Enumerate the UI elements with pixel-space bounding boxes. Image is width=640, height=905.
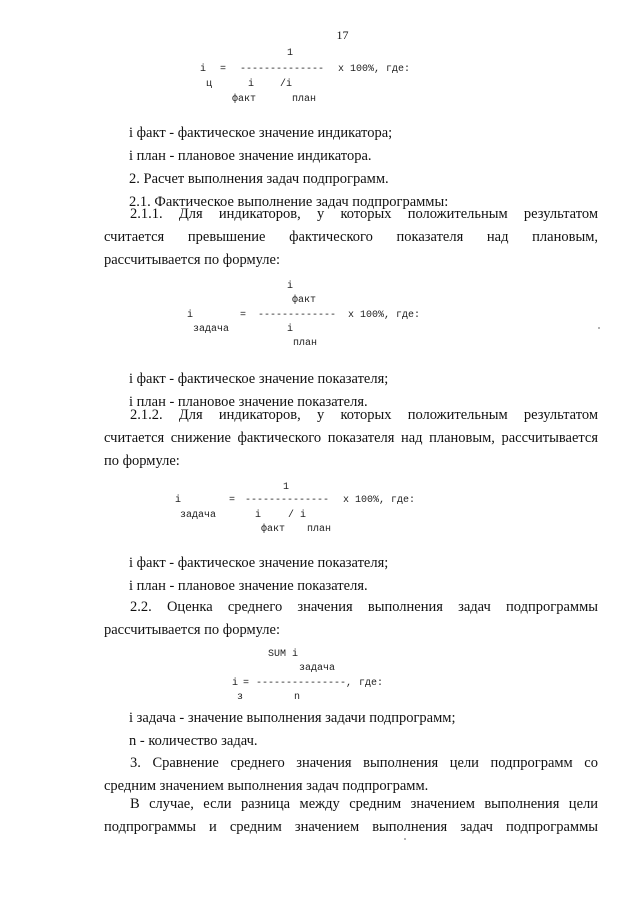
formula3-eq: =	[229, 495, 236, 506]
p211-line3: рассчитывается по формуле:	[104, 252, 280, 268]
plast-line2: подпрограммы и средним значением выполнения задач подпрограммы	[104, 819, 598, 835]
p22-line2: рассчитывается по формуле:	[104, 622, 280, 638]
formula4-num-b: задача	[299, 663, 336, 674]
formula2-eq: =	[240, 310, 247, 321]
formula1-den-a: i	[248, 79, 255, 90]
formula4-num-a: SUM i	[268, 649, 299, 660]
formula3-den-b: / i	[288, 510, 307, 521]
formula1-eq: =	[220, 64, 227, 75]
formula1-sub-b: план	[292, 94, 317, 105]
p3-line1: 3. Сравнение среднего значения выполнения цели подпрограмм со	[130, 755, 598, 771]
formula2-fraction-line: -------------	[258, 310, 337, 321]
formula4-left: i	[232, 678, 239, 689]
page-number: 17	[336, 28, 349, 42]
formula2-num-b: факт	[292, 295, 317, 306]
def2-fact: i факт - фактическое значение показателя;	[129, 371, 389, 387]
formula3-numerator: 1	[283, 482, 290, 493]
formula2-num-a: i	[287, 281, 294, 292]
formula1-numerator: 1	[287, 48, 294, 59]
formula1-tail: x 100%, где:	[338, 64, 411, 75]
p211-line1: 2.1.1. Для индикаторов, у которых положительным результатом	[130, 206, 598, 222]
def4-task: i задача - значение выполнения задачи подпрограмм;	[129, 710, 456, 726]
paragraph-2-1-1	[104, 203, 598, 272]
formula3-fraction-line: --------------	[245, 495, 330, 506]
def4-n: n - количество задач.	[129, 733, 258, 749]
formula4-left-sub: з	[237, 692, 244, 703]
formula3-left-sub: задача	[180, 510, 217, 521]
paragraph-3	[104, 752, 598, 798]
formula1-den-b: /i	[280, 79, 293, 90]
section-2-heading: 2. Расчет выполнения задач подпрограмм.	[129, 171, 389, 187]
formula1-left: i	[200, 64, 207, 75]
formula3-sub-b: план	[307, 524, 332, 535]
plast-line1: В случае, если разница между средним значением выполнения цели	[130, 796, 598, 812]
paragraph-2-1-2	[104, 404, 598, 473]
p212-line3: по формуле:	[104, 453, 180, 469]
p212-line1: 2.1.2. Для индикаторов, у которых положительным результатом	[130, 407, 598, 423]
formula4-eq: =	[243, 678, 250, 689]
section-2-1-heading: 2.1. Фактическое выполнение задач подпрограммы:	[129, 194, 449, 210]
def3-fact: i факт - фактическое значение показателя;	[129, 555, 389, 571]
formula3-sub-a: факт	[261, 524, 286, 535]
scan-speck	[404, 838, 406, 840]
def3-plan: i план - плановое значение показателя.	[129, 578, 368, 594]
formula2-den-b: план	[293, 338, 318, 349]
formula2-den-a: i	[287, 324, 294, 335]
scan-speck	[598, 327, 600, 329]
formula2-tail: x 100%, где:	[348, 310, 421, 321]
formula1-sub-a: факт	[232, 94, 257, 105]
formula3-den-a: i	[255, 510, 262, 521]
paragraph-last	[104, 793, 598, 839]
formula2-left-sub: задача	[193, 324, 230, 335]
formula1-left-sub: ц	[206, 79, 213, 90]
p22-line1: 2.2. Оценка среднего значения выполнения задач подпрограммы	[130, 599, 598, 615]
formula4-tail: где:	[359, 678, 384, 689]
formula4-den: n	[294, 692, 301, 703]
formula2-left: i	[187, 310, 194, 321]
p211-line2: считается превышение фактического показателя над плановым,	[104, 229, 598, 245]
paragraph-2-2	[104, 596, 598, 642]
def2-plan: i план - плановое значение показателя.	[129, 394, 368, 410]
def1-fact: i факт - фактическое значение индикатора;	[129, 125, 393, 141]
formula1-fraction-line: --------------	[240, 64, 325, 75]
formula3-tail: x 100%, где:	[343, 495, 416, 506]
formula3-left: i	[175, 495, 182, 506]
def1-plan: i план - плановое значение индикатора.	[129, 148, 372, 164]
p3-line2: средним значением выполнения задач подпрограмм.	[104, 778, 429, 794]
p212-line2: считается снижение фактического показателя над плановым, рассчитывается	[104, 430, 598, 446]
formula4-fraction-line: ---------------,	[256, 678, 353, 689]
